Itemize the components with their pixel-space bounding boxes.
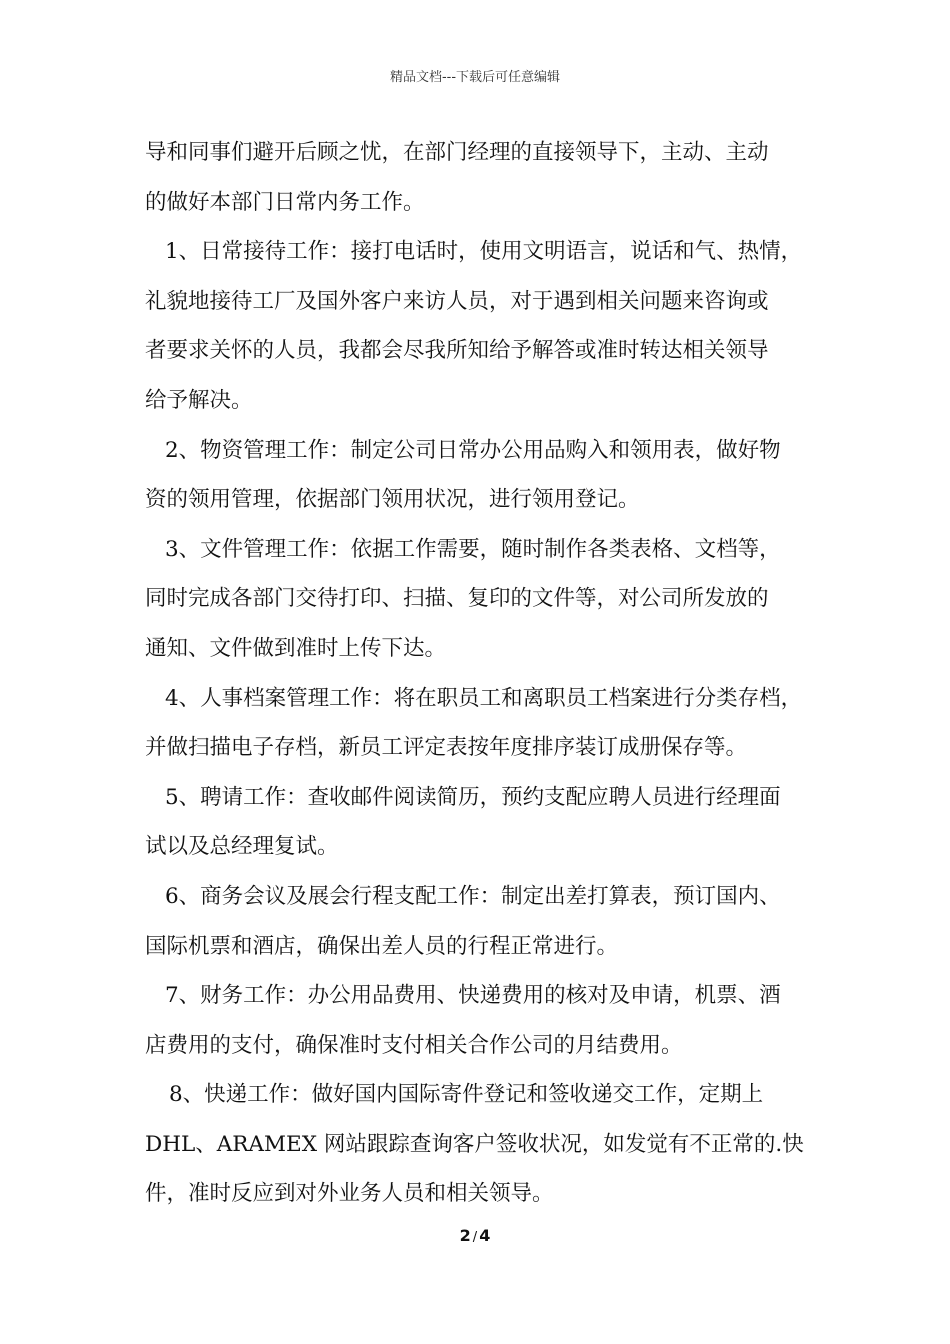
body-line: 通知、文件做到准时上传下达。 (145, 635, 447, 661)
document-body (145, 128, 835, 1219)
body-line: 国际机票和酒店，确保出差人员的行程正常进行。 (145, 933, 619, 959)
item-4-line: 4、人事档案管理工作：将在职员工和离职员工档案进行分类存档， (165, 685, 803, 711)
body-line: 礼貌地接待工厂及国外客户来访人员，对于遇到相关问题来咨询或 (145, 288, 769, 314)
body-line: 者要求关怀的人员，我都会尽我所知给予解答或准时转达相关领导 (145, 338, 769, 364)
body-line: 给予解决。 (145, 387, 253, 413)
body-line: 的做好本部门日常内务工作。 (145, 189, 425, 215)
item-7-line: 7、财务工作：办公用品费用、快递费用的核对及申请，机票、酒 (165, 983, 781, 1009)
current-page: 2 (459, 1226, 471, 1245)
item-5-line: 5、聘请工作：查收邮件阅读简历，预约支配应聘人员进行经理面 (165, 784, 781, 810)
page-separator: / (472, 1230, 478, 1245)
body-line: 店费用的支付，确保准时支付相关合作公司的月结费用。 (145, 1032, 683, 1058)
body-line: 同时完成各部门交待打印、扫描、复印的文件等，对公司所发放的 (145, 586, 769, 612)
item-3-line: 3、文件管理工作：依据工作需要，随时制作各类表格、文档等， (165, 536, 781, 562)
item-8-line: 8、快递工作：做好国内国际寄件登记和签收递交工作，定期上 (169, 1082, 764, 1108)
item-2-line: 2、物资管理工作：制定公司日常办公用品购入和领用表，做好物 (165, 437, 781, 463)
page-header: 精品文档---下载后可任意编辑 (389, 70, 561, 85)
item-6-line: 6、商务会议及展会行程支配工作：制定出差打算表，预订国内、 (165, 883, 781, 909)
page-number (0, 1226, 950, 1245)
body-line: 并做扫描电子存档，新员工评定表按年度排序装订成册保存等。 (145, 735, 748, 761)
total-pages: 4 (479, 1226, 491, 1245)
body-line: 资的领用管理，依据部门领用状况，进行领用登记。 (145, 487, 640, 513)
item-1-line: 1、日常接待工作：接打电话时，使用文明语言，说话和气、热情， (165, 239, 803, 265)
body-line: 件，准时反应到对外业务人员和相关领导。 (145, 1181, 554, 1207)
body-line: 导和同事们避开后顾之忧，在部门经理的直接领导下，主动、主动 (145, 140, 769, 165)
body-line: DHL、ARAMEX 网站跟踪查询客户签收状况，如发觉有不正常的.快 (145, 1131, 804, 1157)
body-line: 试以及总经理复试。 (145, 834, 339, 860)
